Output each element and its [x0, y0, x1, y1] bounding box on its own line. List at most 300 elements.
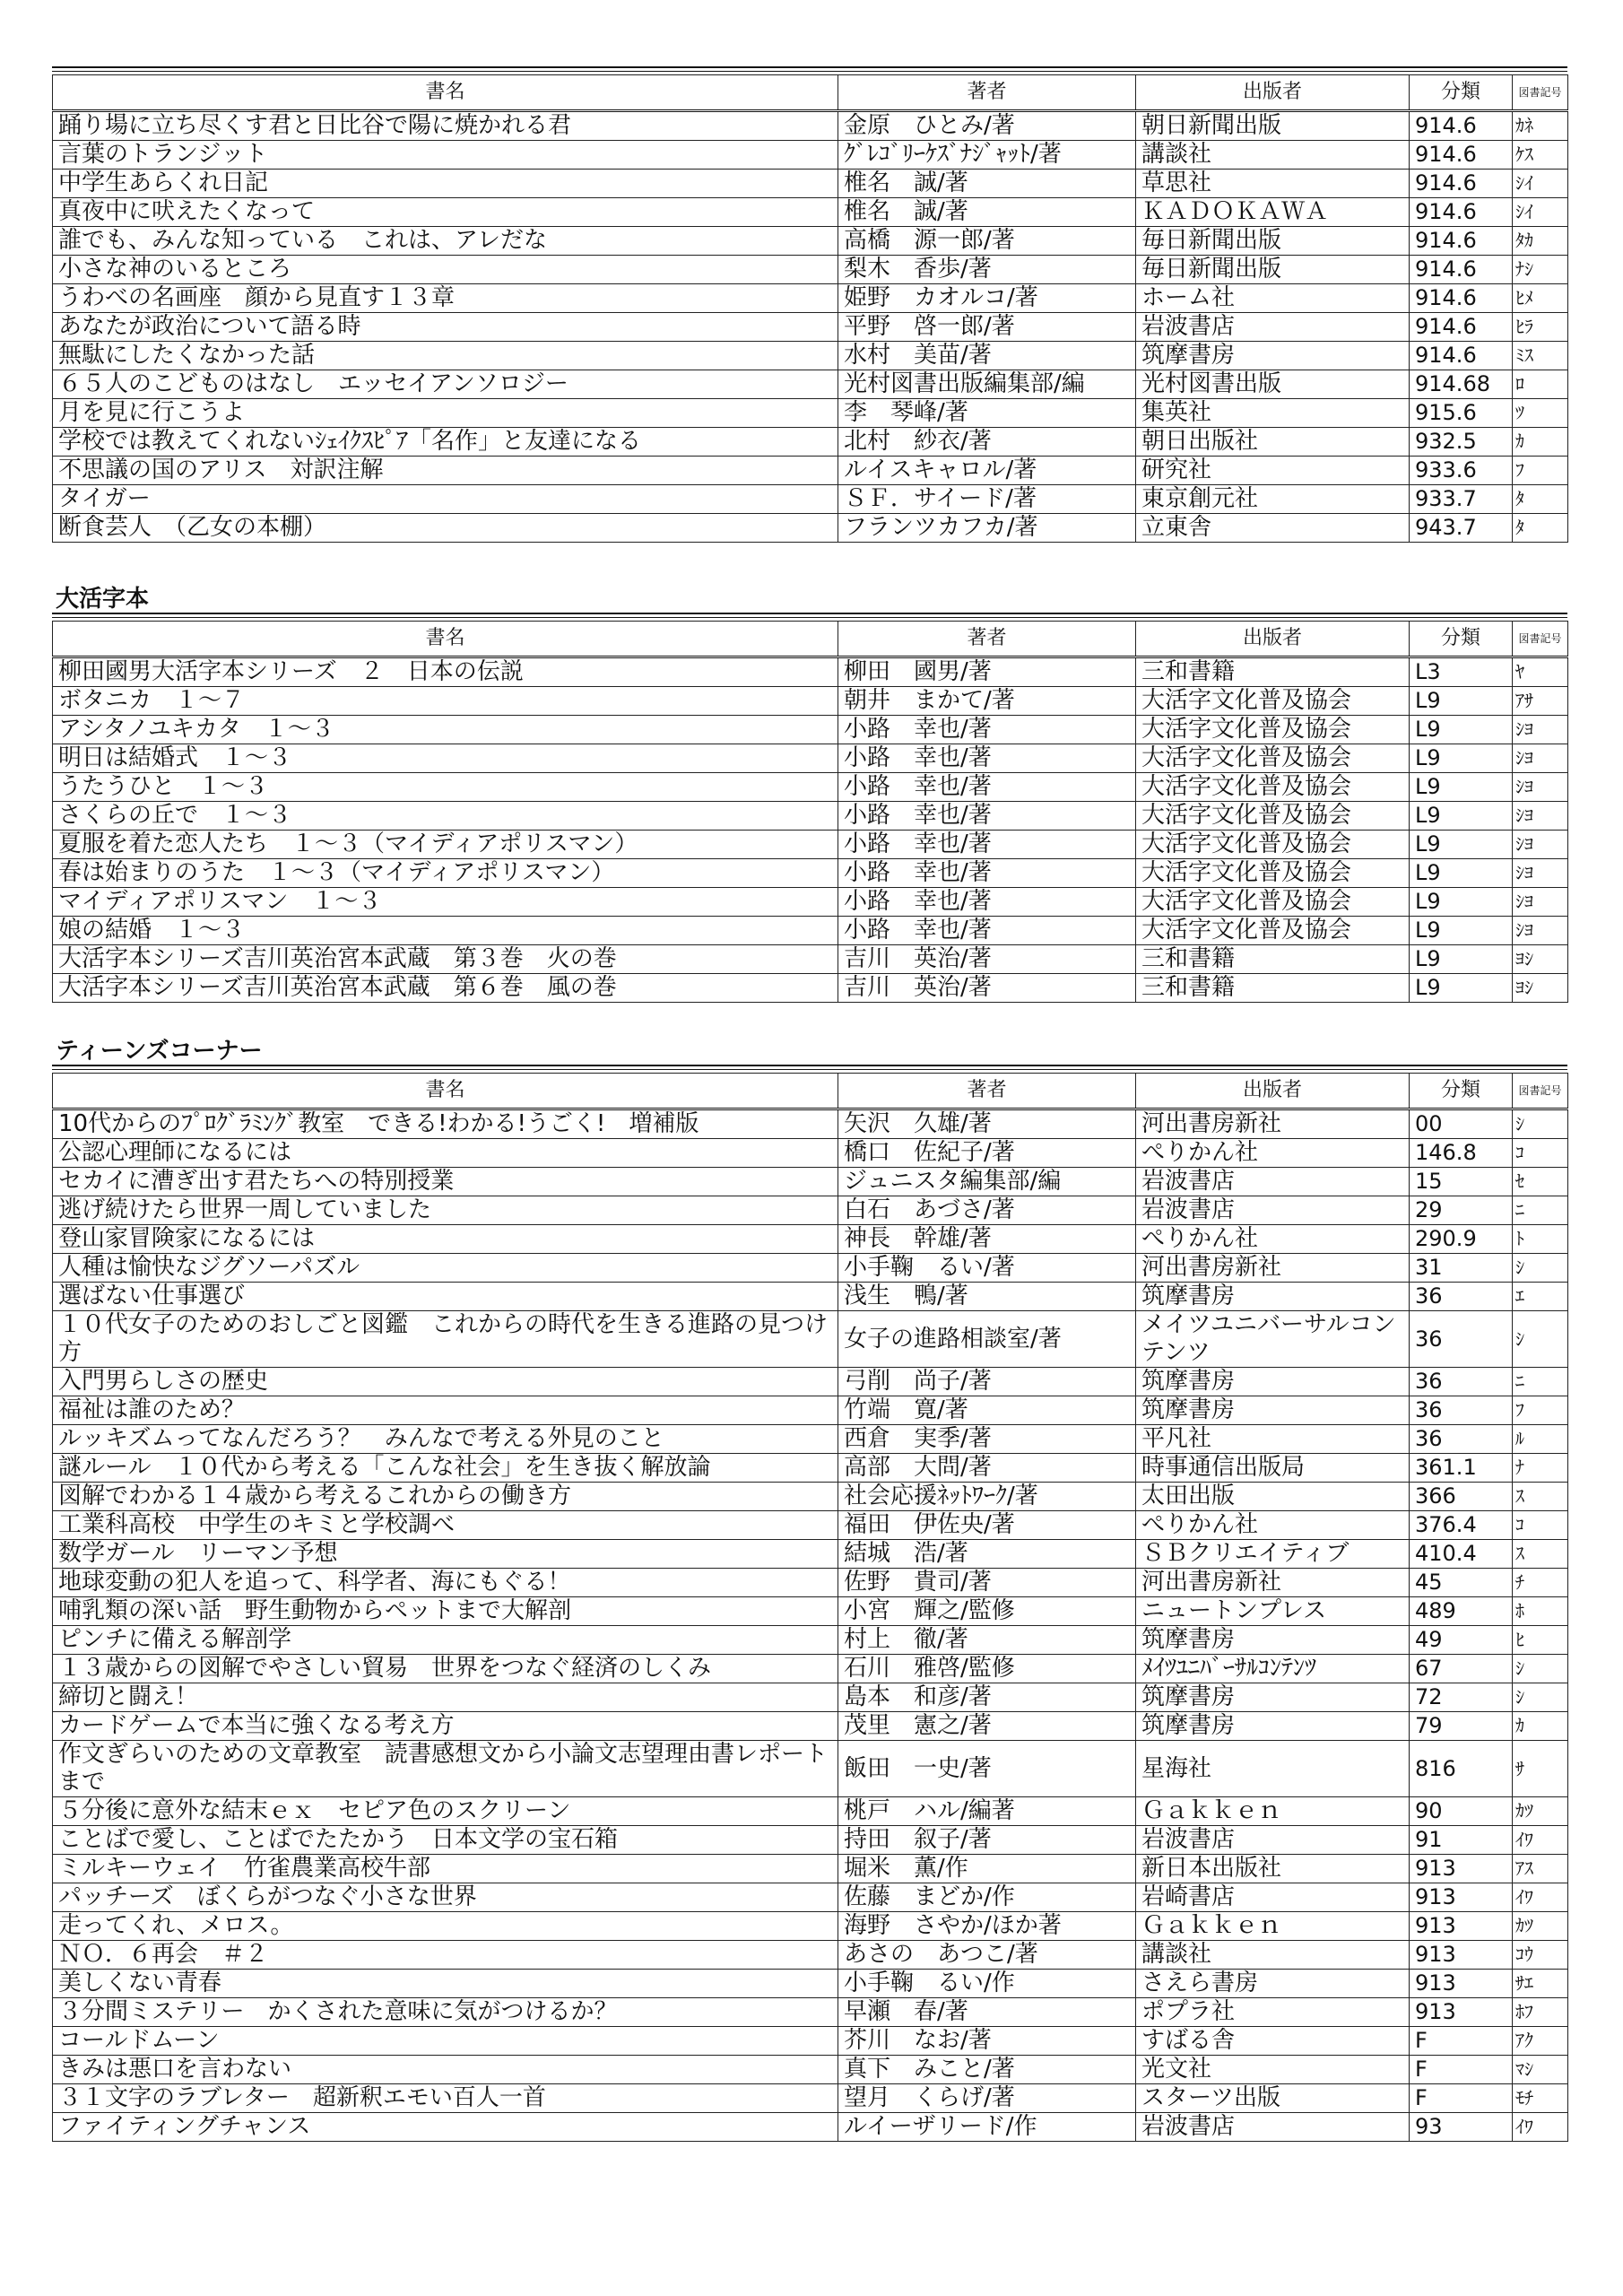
call-code-cell: ｱｸ	[1513, 2027, 1568, 2056]
publisher-cell: 岩波書店	[1136, 1168, 1410, 1196]
author-cell: 椎名 誠/著	[838, 170, 1136, 198]
publisher-cell: 筑摩書房	[1136, 1626, 1410, 1655]
book-title-cell: きみは悪口を言わない	[53, 2056, 838, 2084]
publisher-cell: 毎日新聞出版	[1136, 256, 1410, 284]
section-heading: 大活字本	[56, 586, 150, 613]
table-row	[53, 2056, 1568, 2084]
publisher-cell: 岩波書店	[1136, 313, 1410, 342]
table-row	[53, 1797, 1568, 1826]
classification-cell: L9	[1410, 716, 1513, 744]
classification-cell: 914.6	[1410, 313, 1513, 342]
publisher-cell: 講談社	[1136, 141, 1410, 170]
call-code-cell: ﾆ	[1513, 1196, 1568, 1225]
call-code-cell: ﾐｽ	[1513, 342, 1568, 370]
author-cell: ＳＦ．サイード/著	[838, 485, 1136, 514]
book-table	[52, 1073, 1568, 2142]
book-title-cell: 地球変動の犯人を追って、科学者、海にもぐる！	[53, 1569, 838, 1597]
book-title-cell: 誰でも、みんな知っている これは、アレだな	[53, 227, 838, 256]
call-code-cell: ｺｳ	[1513, 1941, 1568, 1970]
table-row	[53, 227, 1568, 256]
header-classification: 分類	[1410, 1074, 1513, 1109]
call-code-cell: ｲﾜ	[1513, 1826, 1568, 1855]
classification-cell: 816	[1410, 1741, 1513, 1797]
publisher-cell: 筑摩書房	[1136, 1683, 1410, 1712]
classification-cell: 376.4	[1410, 1511, 1513, 1540]
classification-cell: 913	[1410, 1998, 1513, 2027]
call-code-cell: ﾔ	[1513, 657, 1568, 687]
call-code-cell: ｶ	[1513, 1712, 1568, 1741]
author-cell: 李 琴峰/著	[838, 399, 1136, 428]
publisher-cell: 東京創元社	[1136, 485, 1410, 514]
publisher-cell: ニュートンプレス	[1136, 1597, 1410, 1626]
call-code-cell: ｴ	[1513, 1283, 1568, 1311]
classification-cell: L9	[1410, 773, 1513, 802]
classification-cell: L9	[1410, 831, 1513, 859]
publisher-cell: 岩崎書店	[1136, 1883, 1410, 1912]
call-code-cell: ｼﾖ	[1513, 802, 1568, 831]
call-code-cell: ｼ	[1513, 1683, 1568, 1712]
publisher-cell: 大活字文化普及協会	[1136, 687, 1410, 716]
book-title-cell: 哺乳類の深い話 野生動物からペットまで大解剖	[53, 1597, 838, 1626]
author-cell: 小手鞠 るい/著	[838, 1254, 1136, 1283]
publisher-cell: 大活字文化普及協会	[1136, 859, 1410, 888]
book-title-cell: 無駄にしたくなかった話	[53, 342, 838, 370]
author-cell: 茂里 憲之/著	[838, 1712, 1136, 1741]
book-title-cell: 謎ルール １０代から考える「こんな社会」を生き抜く解放論	[53, 1454, 838, 1483]
classification-cell: 913	[1410, 1970, 1513, 1998]
author-cell: 村上 徹/著	[838, 1626, 1136, 1655]
publisher-cell: 筑摩書房	[1136, 1283, 1410, 1311]
section-heading: ティーンズコーナー	[56, 1038, 263, 1065]
table-row	[53, 1540, 1568, 1569]
classification-cell: 943.7	[1410, 514, 1513, 543]
book-title-cell: うたうひと １～３	[53, 773, 838, 802]
table-row	[53, 802, 1568, 831]
publisher-cell: Ｇａｋｋｅｎ	[1136, 1797, 1410, 1826]
classification-cell: 914.6	[1410, 284, 1513, 313]
classification-cell: 36	[1410, 1425, 1513, 1454]
call-code-cell: ﾋﾒ	[1513, 284, 1568, 313]
call-code-cell: ﾎ	[1513, 1597, 1568, 1626]
classification-cell: 361.1	[1410, 1454, 1513, 1483]
publisher-cell: 朝日出版社	[1136, 428, 1410, 457]
table-row	[53, 342, 1568, 370]
book-title-cell: ことばで愛し、ことばでたたかう 日本文学の宝石箱	[53, 1826, 838, 1855]
header-author: 著者	[838, 75, 1136, 111]
publisher-cell: 大活字文化普及協会	[1136, 802, 1410, 831]
book-title-cell: 走ってくれ、メロス。	[53, 1912, 838, 1941]
call-code-cell: ｻｴ	[1513, 1970, 1568, 1998]
classification-cell: 146.8	[1410, 1139, 1513, 1168]
table-header-row	[53, 622, 1568, 657]
author-cell: 女子の進路相談室/著	[838, 1311, 1136, 1368]
call-code-cell: ﾂ	[1513, 399, 1568, 428]
call-code-cell: ﾎﾌ	[1513, 1998, 1568, 2027]
table-row	[53, 1109, 1568, 1139]
table-row	[53, 2113, 1568, 2142]
classification-cell: 914.6	[1410, 256, 1513, 284]
header-title: 書名	[53, 75, 838, 111]
author-cell: 小路 幸也/著	[838, 802, 1136, 831]
book-title-cell: 逃げ続けたら世界一周していました	[53, 1196, 838, 1225]
call-code-cell: ｼﾖ	[1513, 773, 1568, 802]
table-row	[53, 1626, 1568, 1655]
book-title-cell: あなたが政治について語る時	[53, 313, 838, 342]
header-author: 著者	[838, 1074, 1136, 1109]
classification-cell: 932.5	[1410, 428, 1513, 457]
book-title-cell: 大活字本シリーズ吉川英治宮本武蔵 第６巻 風の巻	[53, 974, 838, 1003]
table-row	[53, 1396, 1568, 1425]
book-title-cell: ＮＯ．６再会 ＃２	[53, 1941, 838, 1970]
call-code-cell: ﾀ	[1513, 485, 1568, 514]
author-cell: 島本 和彦/著	[838, 1683, 1136, 1712]
publisher-cell: 三和書籍	[1136, 974, 1410, 1003]
publisher-cell: ぺりかん社	[1136, 1511, 1410, 1540]
classification-cell: L3	[1410, 657, 1513, 687]
table-row	[53, 657, 1568, 687]
book-title-cell: 小さな神のいるところ	[53, 256, 838, 284]
classification-cell: 36	[1410, 1396, 1513, 1425]
book-title-cell: さくらの丘で １～３	[53, 802, 838, 831]
author-cell: 小路 幸也/著	[838, 859, 1136, 888]
book-title-cell: 言葉のトランジット	[53, 141, 838, 170]
book-title-cell: ピンチに備える解剖学	[53, 1626, 838, 1655]
call-code-cell: ｽ	[1513, 1540, 1568, 1569]
header-title: 書名	[53, 622, 838, 657]
publisher-cell: ホーム社	[1136, 284, 1410, 313]
classification-cell: 90	[1410, 1797, 1513, 1826]
book-title-cell: タイガー	[53, 485, 838, 514]
call-code-cell: ｶﾈ	[1513, 111, 1568, 141]
table-row	[53, 1712, 1568, 1741]
author-cell: 吉川 英治/著	[838, 945, 1136, 974]
classification-cell: 915.6	[1410, 399, 1513, 428]
book-title-cell: ボタニカ １～７	[53, 687, 838, 716]
classification-cell: 290.9	[1410, 1225, 1513, 1254]
table-row	[53, 313, 1568, 342]
call-code-cell: ｼ	[1513, 1109, 1568, 1139]
author-cell: 早瀬 春/著	[838, 1998, 1136, 2027]
publisher-cell: 大活字文化普及協会	[1136, 744, 1410, 773]
book-title-cell: ３分間ミステリー かくされた意味に気がつけるか？	[53, 1998, 838, 2027]
table-row	[53, 1196, 1568, 1225]
book-title-cell: 作文ぎらいのための文章教室 読書感想文から小論文志望理由書レポートまで	[53, 1741, 838, 1797]
table-row	[53, 1826, 1568, 1855]
publisher-cell: Ｇａｋｋｅｎ	[1136, 1912, 1410, 1941]
table-row	[53, 1597, 1568, 1626]
author-cell: 水村 美苗/著	[838, 342, 1136, 370]
call-code-cell: ｹｽ	[1513, 141, 1568, 170]
table-row	[53, 457, 1568, 485]
publisher-cell: 河出書房新社	[1136, 1254, 1410, 1283]
call-code-cell: ﾄ	[1513, 1225, 1568, 1254]
table-row	[53, 170, 1568, 198]
author-cell: 光村図書出版編集部/編	[838, 370, 1136, 399]
book-title-cell: 図解でわかる１４歳から考えるこれからの働き方	[53, 1483, 838, 1511]
author-cell: 矢沢 久雄/著	[838, 1109, 1136, 1139]
classification-cell: 914.6	[1410, 198, 1513, 227]
publisher-cell: 研究社	[1136, 457, 1410, 485]
author-cell: 北村 紗衣/著	[838, 428, 1136, 457]
table-row	[53, 399, 1568, 428]
header-title: 書名	[53, 1074, 838, 1109]
publisher-cell: 岩波書店	[1136, 1196, 1410, 1225]
publisher-cell: 光文社	[1136, 2056, 1410, 2084]
call-code-cell: ｼｲ	[1513, 170, 1568, 198]
classification-cell: L9	[1410, 744, 1513, 773]
author-cell: 小宮 輝之/監修	[838, 1597, 1136, 1626]
author-cell: 小路 幸也/著	[838, 744, 1136, 773]
publisher-cell: 新日本出版社	[1136, 1855, 1410, 1883]
call-code-cell: ｼ	[1513, 1311, 1568, 1368]
table-row	[53, 773, 1568, 802]
author-cell: 小路 幸也/著	[838, 831, 1136, 859]
book-title-cell: 月を見に行こうよ	[53, 399, 838, 428]
book-title-cell: 大活字本シリーズ吉川英治宮本武蔵 第３巻 火の巻	[53, 945, 838, 974]
section-rule	[52, 613, 1567, 618]
book-title-cell: カードゲームで本当に強くなる考え方	[53, 1712, 838, 1741]
author-cell: 真下 みこと/著	[838, 2056, 1136, 2084]
author-cell: 高部 大問/著	[838, 1454, 1136, 1483]
table-row	[53, 1225, 1568, 1254]
book-title-cell: 真夜中に吠えたくなって	[53, 198, 838, 227]
publisher-cell: 朝日新聞出版	[1136, 111, 1410, 141]
book-title-cell: アシタノユキカタ １～３	[53, 716, 838, 744]
author-cell: 竹端 寛/著	[838, 1396, 1136, 1425]
section-rule	[52, 66, 1567, 72]
publisher-cell: 河出書房新社	[1136, 1109, 1410, 1139]
classification-cell: 410.4	[1410, 1540, 1513, 1569]
book-table	[52, 74, 1568, 543]
author-cell: 神長 幹雄/著	[838, 1225, 1136, 1254]
publisher-cell: 大活字文化普及協会	[1136, 716, 1410, 744]
book-title-cell: 締切と闘え！	[53, 1683, 838, 1712]
call-code-cell: ｼﾖ	[1513, 744, 1568, 773]
table-row	[53, 1425, 1568, 1454]
table-row	[53, 1883, 1568, 1912]
classification-cell: 31	[1410, 1254, 1513, 1283]
book-title-cell: セカイに漕ぎ出す君たちへの特別授業	[53, 1168, 838, 1196]
call-code-cell: ﾋﾗ	[1513, 313, 1568, 342]
call-code-cell: ﾅｼ	[1513, 256, 1568, 284]
header-call-code: 図書記号	[1513, 622, 1568, 657]
classification-cell: 913	[1410, 1855, 1513, 1883]
table-row	[53, 859, 1568, 888]
book-title-cell: ファイティングチャンス	[53, 2113, 838, 2142]
author-cell: 芥川 なお/著	[838, 2027, 1136, 2056]
call-code-cell: ｼﾖ	[1513, 917, 1568, 945]
table-row	[53, 1655, 1568, 1683]
book-title-cell: パッチーズ ぼくらがつなぐ小さな世界	[53, 1883, 838, 1912]
author-cell: 結城 浩/著	[838, 1540, 1136, 1569]
book-title-cell: マイディアポリスマン １～３	[53, 888, 838, 917]
table-row	[53, 485, 1568, 514]
book-title-cell: 10代からのﾌﾟﾛｸﾞﾗﾐﾝｸﾞ教室 できる!わかる!うごく! 増補版	[53, 1109, 838, 1139]
call-code-cell: ｼﾖ	[1513, 859, 1568, 888]
call-code-cell: ﾅ	[1513, 1454, 1568, 1483]
classification-cell: F	[1410, 2056, 1513, 2084]
call-code-cell: ｼｲ	[1513, 198, 1568, 227]
classification-cell: 45	[1410, 1569, 1513, 1597]
author-cell: 堀米 薫/作	[838, 1855, 1136, 1883]
table-row	[53, 744, 1568, 773]
author-cell: 小路 幸也/著	[838, 716, 1136, 744]
classification-cell: 36	[1410, 1283, 1513, 1311]
publisher-cell: 平凡社	[1136, 1425, 1410, 1454]
classification-cell: 93	[1410, 2113, 1513, 2142]
author-cell: 弓削 尚子/著	[838, 1368, 1136, 1396]
header-publisher: 出版者	[1136, 1074, 1410, 1109]
call-code-cell: ﾆ	[1513, 1368, 1568, 1396]
call-code-cell: ｲﾜ	[1513, 1883, 1568, 1912]
section-rule	[52, 1065, 1567, 1070]
call-code-cell: ｱｽ	[1513, 1855, 1568, 1883]
author-cell: 望月 くらげ/著	[838, 2084, 1136, 2113]
author-cell: 石川 雅啓/監修	[838, 1655, 1136, 1683]
author-cell: 柳田 國男/著	[838, 657, 1136, 687]
table-row	[53, 284, 1568, 313]
section-large-print	[52, 586, 1567, 1003]
table-row	[53, 1683, 1568, 1712]
call-code-cell: ﾌ	[1513, 1396, 1568, 1425]
call-code-cell: ｼ	[1513, 1655, 1568, 1683]
classification-cell: 913	[1410, 1883, 1513, 1912]
publisher-cell: 岩波書店	[1136, 1826, 1410, 1855]
publisher-cell: 筑摩書房	[1136, 1368, 1410, 1396]
publisher-cell: 立東舎	[1136, 514, 1410, 543]
table-row	[53, 888, 1568, 917]
book-title-cell: ルッキズムってなんだろう？ みんなで考える外見のこと	[53, 1425, 838, 1454]
call-code-cell: ｶﾂ	[1513, 1797, 1568, 1826]
classification-cell: 67	[1410, 1655, 1513, 1683]
book-title-cell: 選ばない仕事選び	[53, 1283, 838, 1311]
author-cell: 椎名 誠/著	[838, 198, 1136, 227]
classification-cell: 914.6	[1410, 141, 1513, 170]
author-cell: 橋口 佐紀子/著	[838, 1139, 1136, 1168]
publisher-cell: 岩波書店	[1136, 2113, 1410, 2142]
table-row	[53, 1254, 1568, 1283]
section-teens-corner	[52, 1038, 1567, 2142]
classification-cell: 914.6	[1410, 170, 1513, 198]
author-cell: 小手鞠 るい/作	[838, 1970, 1136, 1998]
publisher-cell: すばる舎	[1136, 2027, 1410, 2056]
call-code-cell: ﾋ	[1513, 1626, 1568, 1655]
table-row	[53, 1311, 1568, 1368]
publisher-cell: 筑摩書房	[1136, 342, 1410, 370]
publisher-cell: さえら書房	[1136, 1970, 1410, 1998]
book-title-cell: うわべの名画座 顔から見直す１３章	[53, 284, 838, 313]
table-row	[53, 111, 1568, 141]
table-row	[53, 1855, 1568, 1883]
table-row	[53, 831, 1568, 859]
author-cell: 小路 幸也/著	[838, 888, 1136, 917]
publisher-cell: ﾒｲﾂﾕﾆﾊﾞｰｻﾙｺﾝﾃﾝﾂ	[1136, 1655, 1410, 1683]
author-cell: 海野 さやか/ほか著	[838, 1912, 1136, 1941]
author-cell: 飯田 一史/著	[838, 1741, 1136, 1797]
classification-cell: L9	[1410, 974, 1513, 1003]
table-row	[53, 945, 1568, 974]
table-row	[53, 687, 1568, 716]
table-row	[53, 514, 1568, 543]
table-row	[53, 1283, 1568, 1311]
publisher-cell: 草思社	[1136, 170, 1410, 198]
classification-cell: L9	[1410, 917, 1513, 945]
classification-cell: 91	[1410, 1826, 1513, 1855]
publisher-cell: ＫＡＤＯＫＡＷＡ	[1136, 198, 1410, 227]
book-title-cell: 夏服を着た恋人たち １～３（マイディアポリスマン）	[53, 831, 838, 859]
call-code-cell: ﾓﾁ	[1513, 2084, 1568, 2113]
author-cell: 佐藤 まどか/作	[838, 1883, 1136, 1912]
book-title-cell: コールドムーン	[53, 2027, 838, 2056]
classification-cell: L9	[1410, 859, 1513, 888]
author-cell: 浅生 鴨/著	[838, 1283, 1136, 1311]
classification-cell: 489	[1410, 1597, 1513, 1626]
publisher-cell: メイツユニバーサルコンテンツ	[1136, 1311, 1410, 1368]
classification-cell: 914.6	[1410, 111, 1513, 141]
call-code-cell: ﾖｼ	[1513, 974, 1568, 1003]
table-header-row	[53, 75, 1568, 111]
classification-cell: 933.7	[1410, 485, 1513, 514]
publisher-cell: 大活字文化普及協会	[1136, 888, 1410, 917]
classification-cell: F	[1410, 2027, 1513, 2056]
book-title-cell: １０代女子のためのおしごと図鑑 これからの時代を生きる進路の見つけ方	[53, 1311, 838, 1368]
header-call-code: 図書記号	[1513, 75, 1568, 111]
call-code-cell: ﾌ	[1513, 457, 1568, 485]
classification-cell: 49	[1410, 1626, 1513, 1655]
author-cell: ルイーザリード/作	[838, 2113, 1136, 2142]
publisher-cell: 太田出版	[1136, 1483, 1410, 1511]
publisher-cell: 河出書房新社	[1136, 1569, 1410, 1597]
publisher-cell: 三和書籍	[1136, 657, 1410, 687]
publisher-cell: 大活字文化普及協会	[1136, 831, 1410, 859]
book-title-cell: 明日は結婚式 １～３	[53, 744, 838, 773]
book-title-cell: 福祉は誰のため？	[53, 1396, 838, 1425]
table-row	[53, 1569, 1568, 1597]
table-row	[53, 1941, 1568, 1970]
publisher-cell: ＳＢクリエイティブ	[1136, 1540, 1410, 1569]
author-cell: ルイスキャロル/著	[838, 457, 1136, 485]
publisher-cell: ポプラ社	[1136, 1998, 1410, 2027]
publisher-cell: 筑摩書房	[1136, 1396, 1410, 1425]
book-title-cell: 中学生あらくれ日記	[53, 170, 838, 198]
book-title-cell: 踊り場に立ち尽くす君と日比谷で陽に焼かれる君	[53, 111, 838, 141]
book-title-cell: 柳田國男大活字本シリーズ ２ 日本の伝説	[53, 657, 838, 687]
table-row	[53, 2084, 1568, 2113]
author-cell: 高橋 源一郎/著	[838, 227, 1136, 256]
book-title-cell: １３歳からの図解でやさしい貿易 世界をつなぐ経済のしくみ	[53, 1655, 838, 1683]
book-title-cell: 学校では教えてくれないｼｪｲｸｽﾋﾟｱ「名作」と友達になる	[53, 428, 838, 457]
table-row	[53, 1511, 1568, 1540]
author-cell: 小路 幸也/著	[838, 773, 1136, 802]
classification-cell: 914.6	[1410, 227, 1513, 256]
table-header-row	[53, 1074, 1568, 1109]
call-code-cell: ｾ	[1513, 1168, 1568, 1196]
classification-cell: 29	[1410, 1196, 1513, 1225]
call-code-cell: ｶ	[1513, 428, 1568, 457]
book-table	[52, 621, 1568, 1003]
classification-cell: 913	[1410, 1941, 1513, 1970]
author-cell: 佐野 貴司/著	[838, 1569, 1136, 1597]
table-row	[53, 1970, 1568, 1998]
book-title-cell: 断食芸人 （乙女の本棚）	[53, 514, 838, 543]
table-row	[53, 1912, 1568, 1941]
table-row	[53, 974, 1568, 1003]
table-row	[53, 1368, 1568, 1396]
table-row	[53, 1454, 1568, 1483]
book-title-cell: 娘の結婚 １～３	[53, 917, 838, 945]
classification-cell: 36	[1410, 1311, 1513, 1368]
table-row	[53, 2027, 1568, 2056]
